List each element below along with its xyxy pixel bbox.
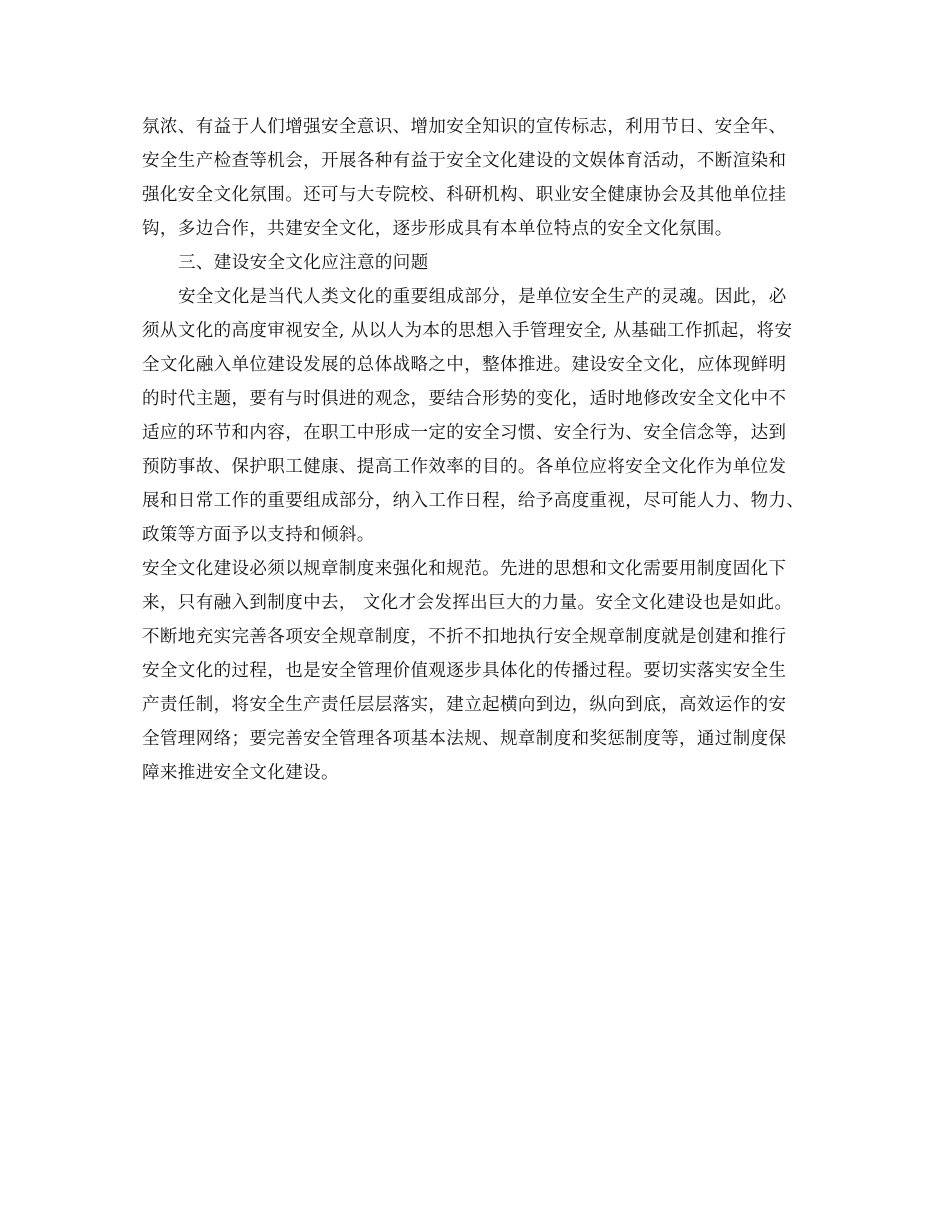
text-line: 全文化融入单位建设发展的总体战略之中，整体推进。建设安全文化，应体现鲜明 — [142, 355, 787, 375]
text-line: 不断地充实完善各项安全规章制度，不折不扣地执行安全规章制度就是创建和推行 — [142, 627, 787, 647]
text-line: 须从文化的高度审视安全, 从以人为本的思想入手管理安全, 从基础工作抓起，将安 — [142, 321, 793, 341]
text-line: 安全文化的过程，也是安全管理价值观逐步具体化的传播过程。要切实落实安全生 — [142, 661, 787, 681]
text-line: 安全生产检查等机会，开展各种有益于安全文化建设的文娱体育活动，不断渲染和 — [142, 151, 787, 171]
section-heading: 三、建设安全文化应注意的问题 — [178, 253, 429, 273]
text-line: 强化安全文化氛围。还可与大专院校、科研机构、职业安全健康协会及其他单位挂 — [142, 185, 787, 205]
text-line: 产责任制，将安全生产责任层层落实，建立起横向到边，纵向到底，高效运作的安 — [142, 695, 787, 715]
text-line: 适应的环节和内容，在职工中形成一定的安全习惯、安全行为、安全信念等，达到 — [142, 423, 787, 443]
text-line: 全管理网络；要完善安全管理各项基本法规、规章制度和奖惩制度等，通过制度保 — [142, 729, 787, 749]
text-line: 钩，多边合作，共建安全文化，逐步形成具有本单位特点的安全文化氛围。 — [142, 219, 733, 239]
text-line: 安全文化建设必须以规章制度来强化和规范。先进的思想和文化需要用制度固化下 — [142, 559, 787, 579]
text-line: 来，只有融入到制度中去， 文化才会发挥出巨大的力量。安全文化建设也是如此。 — [142, 593, 793, 613]
text-line: 政策等方面予以支持和倾斜。 — [142, 525, 375, 545]
document-body — [142, 110, 842, 790]
text-line: 障来推进安全文化建设。 — [142, 763, 339, 783]
text-line: 预防事故、保护职工健康、提高工作效率的目的。各单位应将安全文化作为单位发 — [142, 457, 787, 477]
text-line: 安全文化是当代人类文化的重要组成部分，是单位安全生产的灵魂。因此，必 — [178, 287, 787, 307]
text-line: 的时代主题，要有与时俱进的观念，要结合形势的变化，适时地修改安全文化中不 — [142, 389, 787, 409]
text-line: 展和日常工作的重要组成部分，纳入工作日程，给予高度重视，尽可能人力、物力、 — [142, 491, 805, 511]
text-line: 氛浓、有益于人们增强安全意识、增加安全知识的宣传标志，利用节日、安全年、 — [142, 117, 787, 137]
